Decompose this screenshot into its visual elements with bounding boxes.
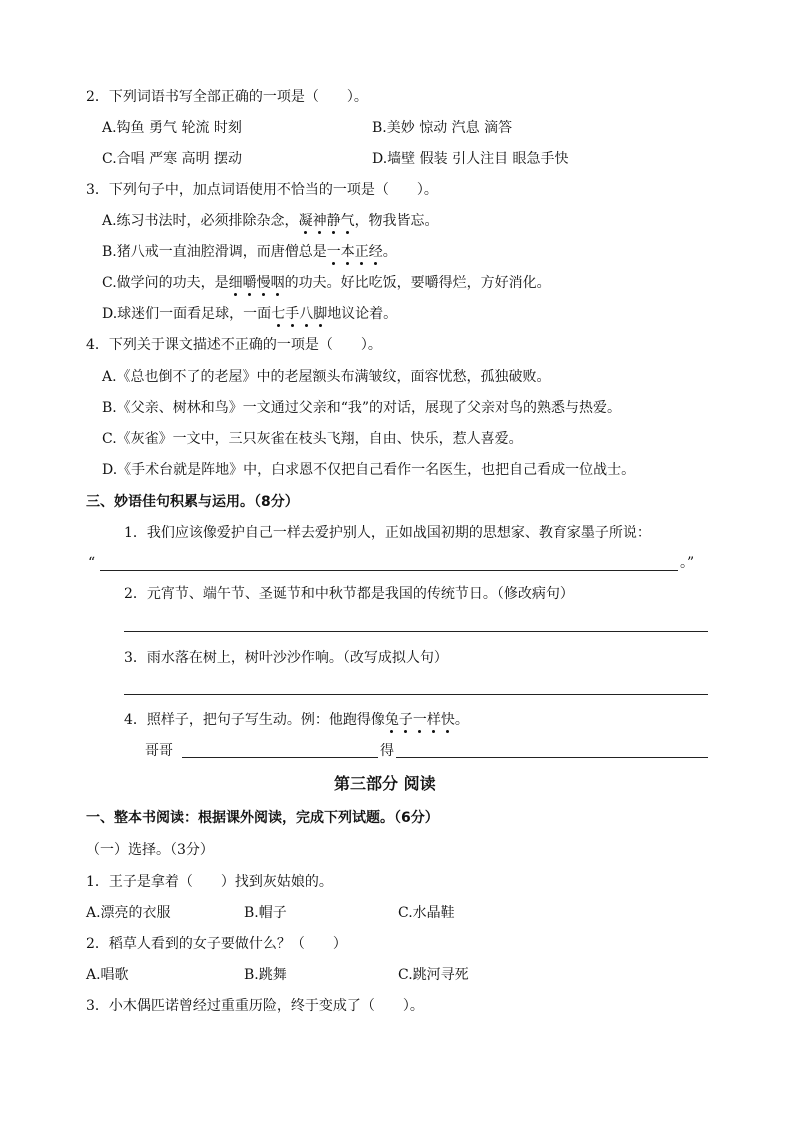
s3-q4-blank-2[interactable]	[396, 757, 708, 758]
q3-c-post: 的功夫。好比吃饭，要嚼得烂，方好消化。	[284, 275, 551, 291]
s3-q1-open-quote: “	[88, 555, 96, 571]
part-3-subheading: （一）选择。（3分）	[86, 842, 214, 858]
p3-q2-stem: 2．稻草人看到的女子要做什么？（ ）	[86, 936, 347, 952]
p3-q1-option-b: B.帽子	[244, 905, 287, 921]
q3-d-pre: D.球迷们一面看足球，一面	[102, 306, 272, 322]
dotted-char: 脚	[313, 306, 328, 322]
p3-q1-stem: 1．王子是拿着（ ）找到灰姑娘的。	[86, 874, 333, 890]
p3-q2-option-b: B.跳舞	[244, 967, 287, 983]
dotted-char: 快	[440, 712, 455, 728]
dotted-char: 细	[228, 275, 243, 291]
p3-q1-option-a: A.漂亮的衣服	[86, 905, 171, 921]
dotted-char: 咽	[270, 275, 285, 291]
q3-b-pre: B.猪八戒一直油腔滑调，而唐僧总是	[102, 244, 327, 260]
part-3-heading: 一、整本书阅读：根据课外阅读，完成下列试题。（6分）	[86, 810, 439, 826]
dotted-char: 一	[412, 712, 427, 728]
q4-option-a: A.《总也倒不了的老屋》中的老屋额头布满皱纹，面容忧愁，孤独破败。	[102, 369, 551, 385]
s3-q1-close-quote: 。”	[680, 555, 695, 571]
part-3-title: 第三部分 阅读	[334, 774, 436, 793]
dotted-char: 神	[312, 213, 327, 229]
q3-option-a	[102, 211, 439, 231]
p3-q2-option-a: A.唱歌	[86, 967, 129, 983]
question-2-stem: 2．下列词语书写全部正确的一项是（ ）。	[86, 89, 368, 105]
dotted-char: 一	[326, 244, 341, 260]
q2-option-c: C.合唱 严寒 高明 摆动	[102, 151, 243, 167]
dotted-char: 凝	[298, 213, 313, 229]
dotted-char: 本	[340, 244, 355, 260]
dotted-char: 子	[398, 712, 413, 728]
q3-d-post: 地议论着。	[327, 306, 398, 322]
s3-q1-answer-blank[interactable]	[100, 570, 678, 571]
q2-option-a: A.钩鱼 勇气 轮流 时刻	[102, 120, 242, 136]
dotted-char: 经	[368, 244, 383, 260]
question-4-stem: 4．下列关于课文描述不正确的一项是（ ）。	[86, 337, 382, 353]
s3-q2-text: 2．元宵节、端午节、圣诞节和中秋节都是我国的传统节日。（修改病句）	[124, 586, 574, 602]
s3-q4-label-de: 得	[380, 743, 394, 759]
dotted-char: 嚼	[242, 275, 257, 291]
dotted-char: 静	[326, 213, 341, 229]
dotted-char: 样	[426, 712, 441, 728]
q4-option-b: B.《父亲、树林和鸟》一文通过父亲和“我”的对话，展现了父亲对鸟的熟悉与热爱。	[102, 400, 622, 416]
q2-option-d: D.墙壁 假装 引人注目 眼急手快	[372, 151, 569, 167]
q3-a-pre: A.练习书法时，必须排除杂念，	[102, 213, 299, 229]
q4-option-c: C.《灰雀》一文中，三只灰雀在枝头飞翔，自由、快乐，惹人喜爱。	[102, 431, 523, 447]
s3-q4-post: 。	[454, 712, 469, 728]
dotted-char: 慢	[256, 275, 271, 291]
dotted-char: 正	[354, 244, 369, 260]
s3-q4-label-gege: 哥哥	[145, 743, 173, 759]
q3-b-post: 。	[382, 244, 397, 260]
dotted-char: 七	[271, 306, 286, 322]
dotted-char: 手	[285, 306, 300, 322]
dotted-char: 气	[340, 213, 355, 229]
s3-q2-answer-line[interactable]	[124, 631, 708, 632]
s3-q4-pre: 4．照样子，把句子写生动。例：他跑得像	[124, 712, 385, 728]
p3-q1-option-c: C.水晶鞋	[398, 905, 455, 921]
dotted-char: 兔	[384, 712, 399, 728]
q3-option-d	[102, 304, 397, 324]
p3-q3-stem: 3．小木偶匹诺曾经过重重历险，终于变成了（ ）。	[86, 998, 424, 1014]
question-3-stem: 3．下列句子中，加点词语使用不恰当的一项是（ ）。	[86, 182, 438, 198]
q3-option-c	[102, 273, 551, 293]
p3-q2-option-c: C.跳河寻死	[398, 967, 469, 983]
s3-q3-answer-line[interactable]	[124, 694, 708, 695]
q2-option-b: B.美妙 惊动 汽息 滴答	[372, 120, 513, 136]
q3-c-pre: C.做学问的功夫，是	[102, 275, 229, 291]
q3-option-b	[102, 242, 397, 262]
s3-q1-text: 1．我们应该像爱护自己一样去爱护别人，正如战国初期的思想家、教育家墨子所说：	[124, 525, 651, 541]
dotted-char: 八	[299, 306, 314, 322]
section-3-heading: 三、妙语佳句积累与运用。（8分）	[86, 494, 299, 510]
s3-q3-text: 3．雨水落在树上，树叶沙沙作响。（改写成拟人句）	[124, 650, 448, 666]
q3-a-post: ，物我皆忘。	[354, 213, 439, 229]
q4-option-d: D.《手术台就是阵地》中，白求恩不仅把自己看作一名医生，也把自己看成一位战士。	[102, 462, 636, 478]
s3-q4-blank-1[interactable]	[182, 757, 378, 758]
s3-q4-text	[124, 710, 469, 730]
